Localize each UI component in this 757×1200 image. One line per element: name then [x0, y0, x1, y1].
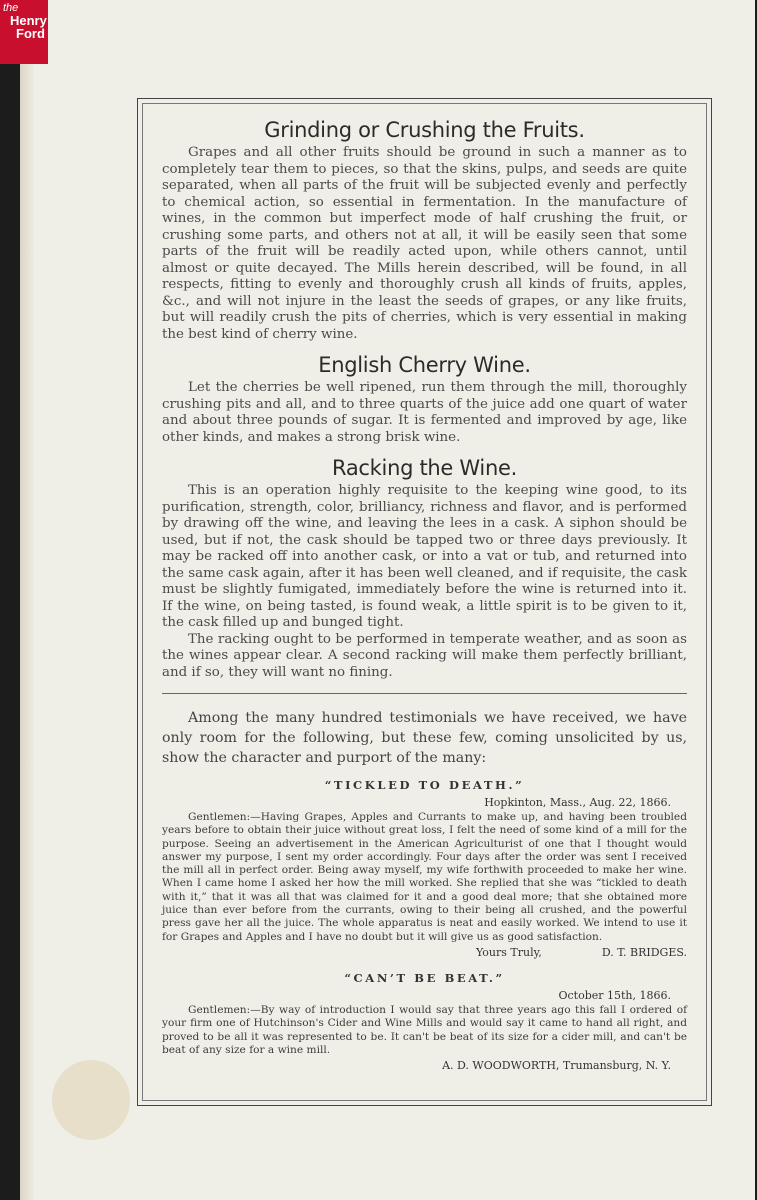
section-title-grinding: Grinding or Crushing the Fruits.	[264, 118, 585, 142]
page-content	[162, 118, 687, 1074]
testimonial-place-date: Hopkinton, Mass., Aug. 22, 1866.	[484, 796, 671, 809]
cherry-wine-paragraph: Let the cherries be well ripened, run them through the mill, thoroughly crushing pits and all, and to three quarts of the juice add one quart of water and about three pounds of sugar. It is fermented and improved by age, like other kinds, and makes a strong brisk wine.	[162, 380, 687, 445]
testimonial-heading: “TICKLED TO DEATH.”	[324, 778, 525, 792]
section-divider	[162, 693, 687, 694]
testimonial-signature: D. T. BRIDGES.	[601, 945, 687, 959]
testimonial-body: Gentlemen:—Having Grapes, Apples and Currants to make up, and having been troubled years before to obtain their juice without great loss, I felt the need of some kind of a mill for the purpose. Seeing an advertisement in the American Agriculturist of one that I thought would answer my purpose, I sent my order accordingly. Four days after the order was sent I received the mill all in perfect order. Being away myself, my wife forthwith proceeded to make her wine. When I came home I asked her how the mill worked. She replied that she was “tickled to death with it,” that it was all that was claimed for it and a good deal more; that she obtained more juice than ever before from the currants, owing to their being all crushed, and the powerful press gave her all the juice. The whole apparatus is neat and easily worked. We intend to use it for Grapes and Apples and I have no doubt but it will give us as good satisfaction.	[162, 811, 687, 943]
testimonial-signature: A. D. WOODWORTH, Trumansburg, N. Y.	[442, 1059, 671, 1073]
paper-stain	[52, 1060, 130, 1140]
testimonial-body: Gentlemen:—By way of introduction I would say that three years ago this fall I ordered of your firm one of Hutchinson's Cider and Wine Mills and would say it came to hand all right, and proved to be all it was represented to be. It can't be beat of its size for a cider mill, and can't be beat of any size for a wine mill.	[162, 1003, 687, 1056]
page-spine-shadow	[20, 60, 34, 1200]
grinding-paragraph: Grapes and all other fruits should be ground in such a manner as to completely tear them to pieces, so that the skins, pulps, and seeds are quite separated, when all parts of the fruit will be subjected evenly and perfectly to chemical action, so essential in fermentation. In the manufacture of wines, in the common but imperfect mode of half crushing the fruit, or crushing some parts, and others not at all, it will be easily seen that some parts of the fruit will be readily acted upon, while others cannot, until almost or quite decayed. The Mills herein described, will be found, in all respects, fitting to evenly and thoroughly crush all kinds of fruits, apples, &c., and will not injure in the least the seeds of grapes, or any like fruits, but will readily crush the pits of cherries, which is very essential in making the best kind of cherry wine.	[162, 145, 687, 342]
testimonials-intro: Among the many hundred testimonials we have received, we have only room for the following, but these few, coming unsolicited by us, show the character and purport of the many:	[162, 710, 687, 766]
testimonial-signature-line	[162, 946, 687, 959]
testimonial-2	[162, 971, 687, 1072]
section-title-racking: Racking the Wine.	[332, 456, 517, 480]
testimonial-place-date: October 15th, 1866.	[558, 988, 671, 1002]
racking-paragraph-2: The racking ought to be performed in temperate weather, and as soon as the wines appear clear. A second racking will make them perfectly brilliant, and if so, they will want no fining.	[162, 631, 687, 680]
testimonial-1	[162, 778, 687, 959]
section-title-cherry-wine: English Cherry Wine.	[318, 353, 531, 377]
henry-ford-logo: the Henry Ford	[0, 0, 48, 64]
testimonial-heading: “CAN’T BE BEAT.”	[344, 970, 505, 985]
racking-paragraph-1: This is an operation highly requisite to the keeping wine good, to its purification, strength, color, brilliancy, richness and flavor, and is performed by drawing off the wine, and leaving the lees in a cask. A siphon should be used, but if not, the cask should be tapped two or three days previously. It may be racked off into another cask, or into a vat or tub, and returned into the same cask again, after it has been well cleaned, and if requisite, the cask must be slightly fumigated, immediately before the wine is returned into it. If the wine, on being tasted, is found weak, a little spirit is to be given to it, the cask filled up and bunged tight.	[162, 483, 687, 630]
testimonial-closing: Yours Truly,	[476, 945, 542, 959]
